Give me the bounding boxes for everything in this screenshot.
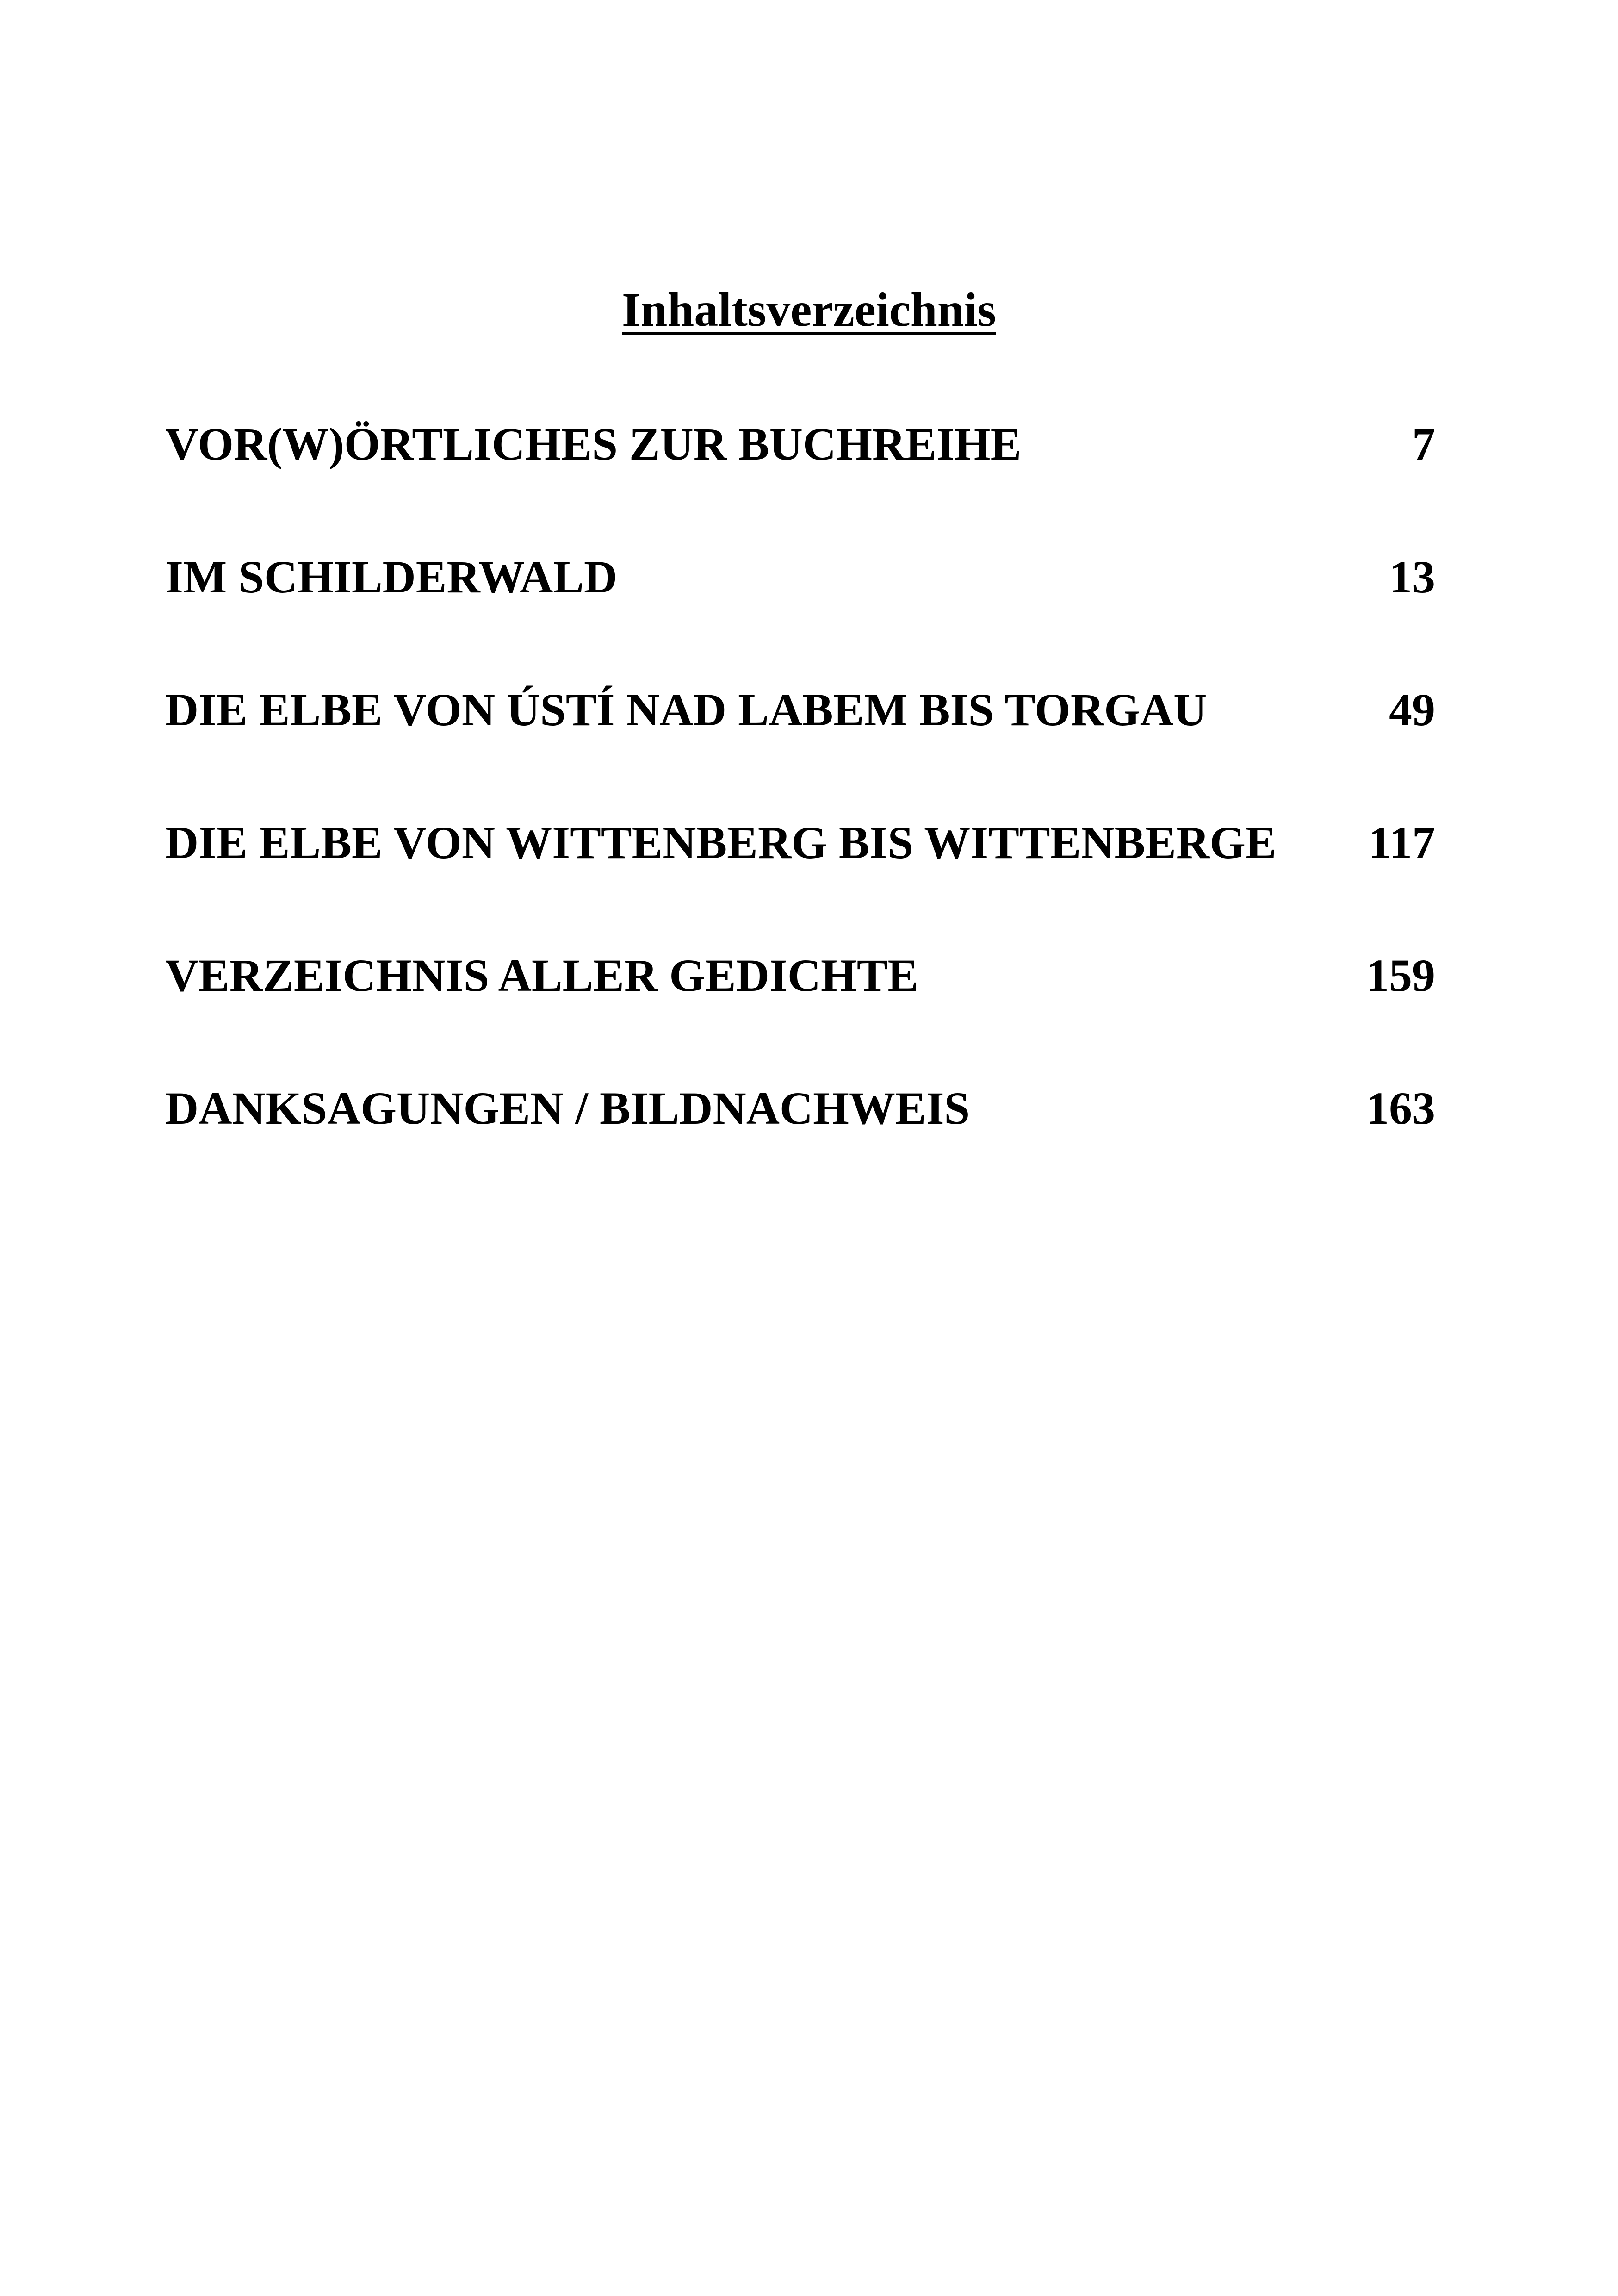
toc-entry-title: DIE ELBE VON WITTENBERG BIS WITTENBERGE — [165, 817, 1277, 868]
toc-entry-title: IM SCHILDERWALD — [165, 551, 618, 603]
toc-entry-title: VERZEICHNIS ALLER GEDICHTE — [165, 950, 919, 1001]
toc-entry-page-number: 163 — [1366, 1083, 1435, 1134]
toc-entry — [165, 1076, 1435, 1209]
toc-entry-title: VOR(W)ÖRTLICHES ZUR BUCHREIHE — [165, 418, 1022, 470]
toc-entry — [165, 810, 1435, 943]
toc-entry-page-number: 7 — [1412, 418, 1435, 470]
table-of-contents — [165, 412, 1435, 1209]
toc-entry — [165, 943, 1435, 1076]
toc-entry — [165, 412, 1435, 545]
toc-entry-page-number: 49 — [1389, 684, 1435, 735]
toc-entry — [165, 678, 1435, 810]
page-title — [0, 278, 1618, 342]
toc-entry — [165, 545, 1435, 678]
page-title-text: Inhaltsverzeichnis — [622, 283, 996, 336]
toc-entry-page-number: 13 — [1389, 551, 1435, 603]
toc-entry-title: DIE ELBE VON ÚSTÍ NAD LABEM BIS TORGAU — [165, 684, 1207, 735]
toc-entry-page-number: 159 — [1366, 950, 1435, 1001]
toc-entry-page-number: 117 — [1368, 817, 1435, 868]
toc-entry-title: DANKSAGUNGEN / BILDNACHWEIS — [165, 1083, 970, 1134]
